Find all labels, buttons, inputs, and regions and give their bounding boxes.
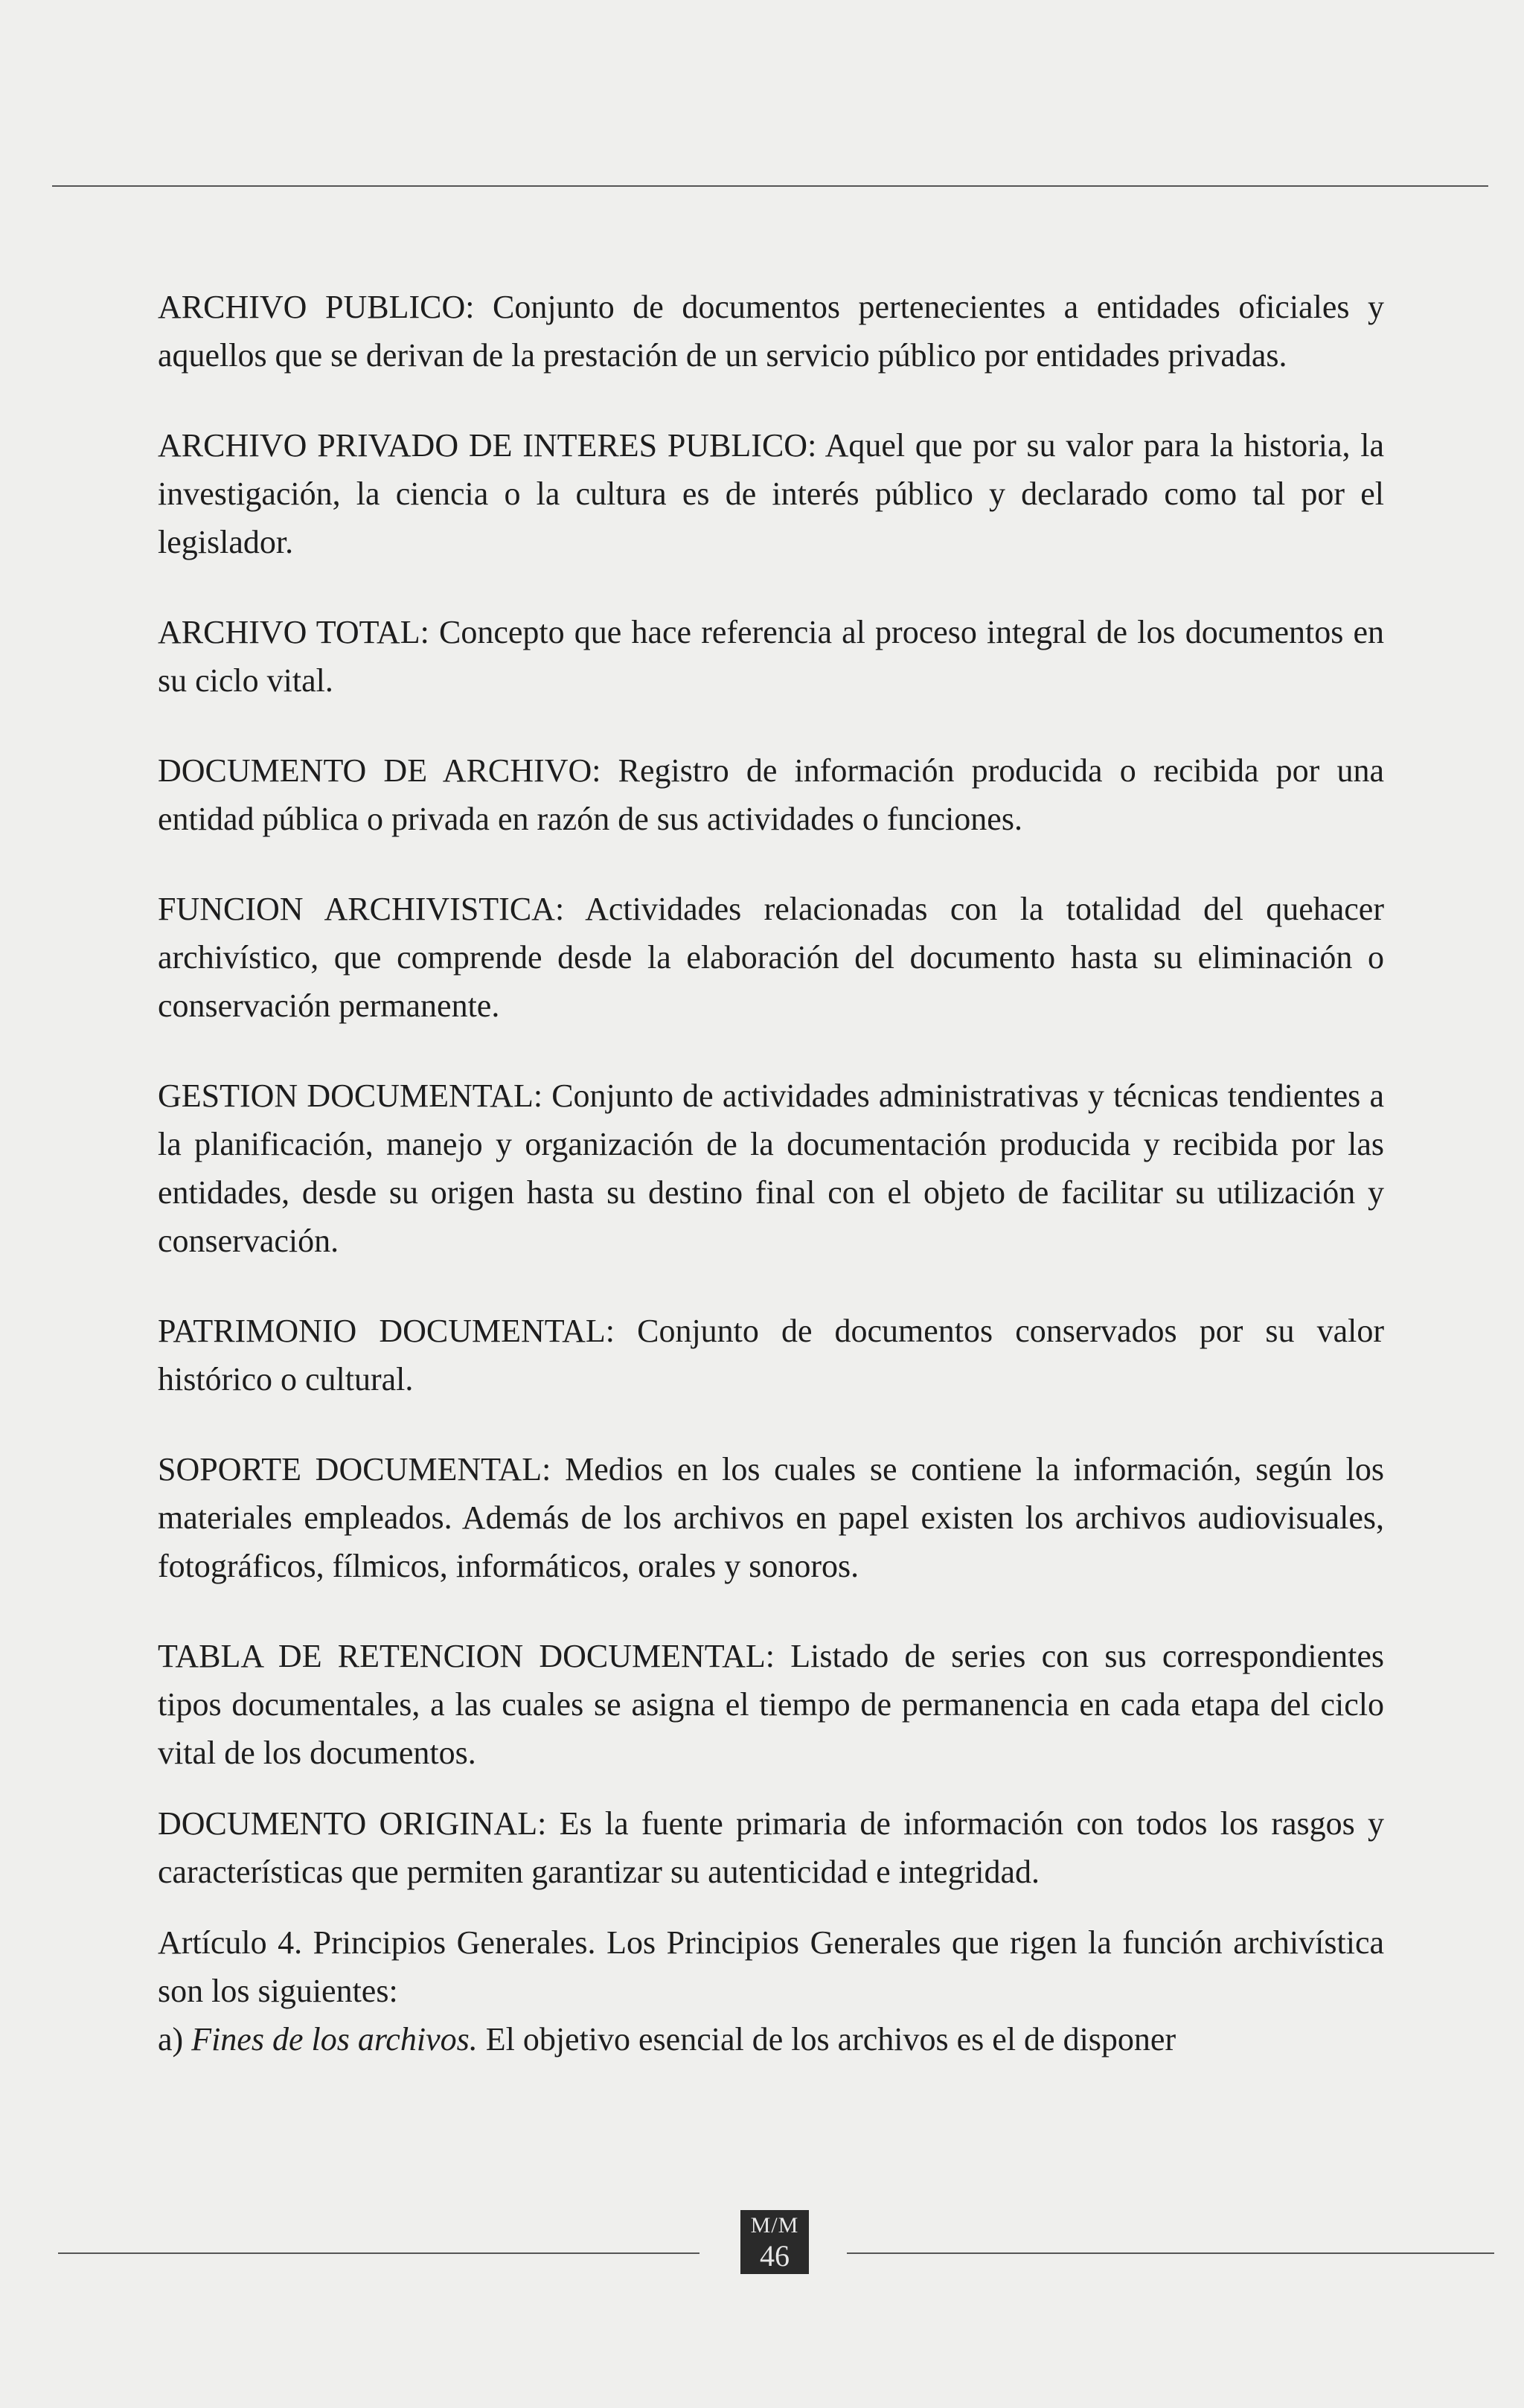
badge-label: M/M [750, 2213, 799, 2238]
definition-term: SOPORTE DOCUMENTAL: [158, 1451, 551, 1488]
definition-entry [158, 1307, 1384, 1403]
article-item [158, 2015, 1384, 2063]
definition-term: PATRIMONIO DOCUMENTAL: [158, 1313, 615, 1349]
article-heading: Artículo 4. Principios Generales. Los Principios Generales que rigen la función archivística son los siguientes: [158, 1924, 1384, 2009]
definition-term: DOCUMENTO ORIGINAL: [158, 1805, 547, 1842]
item-prefix: a) [158, 2021, 192, 2058]
definition-text: Medios en los cuales se contiene la información, según los materiales empleados. Además de los archivos en papel existen los archivos audiovisuales, fotográficos, fílmicos, informáticos, orales y sonoros. [158, 1451, 1384, 1584]
definition-entry [158, 1445, 1384, 1590]
top-rule [52, 185, 1488, 187]
definition-entry [158, 283, 1384, 380]
definition-entry [158, 1632, 1384, 1777]
definition-term: ARCHIVO PUBLICO: [158, 289, 475, 325]
definition-entry [158, 885, 1384, 1030]
definition-entry [158, 746, 1384, 843]
definition-entry [158, 1799, 1384, 1896]
footer-rule-left [58, 2252, 699, 2254]
definition-text: Actividades relacionadas con la totalidad del quehacer archivístico, que comprende desde la elaboración del documento hasta su eliminación o conservación permanente. [158, 891, 1384, 1024]
definition-text: Registro de información producida o recibida por una entidad pública o privada en razón de sus actividades o funciones. [158, 752, 1384, 837]
definition-term: ARCHIVO PRIVADO DE INTERES PUBLICO: [158, 427, 817, 464]
item-text: El objetivo esencial de los archivos es el de disponer [477, 2021, 1176, 2058]
definition-entry [158, 421, 1384, 566]
definition-term: TABLA DE RETENCION DOCUMENTAL: [158, 1638, 775, 1674]
definition-term: GESTION DOCUMENTAL: [158, 1077, 543, 1114]
definition-text: Aquel que por su valor para la historia, la investigación, la ciencia o la cultura es de interés público y declarado como tal por el legislador. [158, 427, 1384, 560]
definition-text: Es la fuente primaria de información con todos los rasgos y características que permiten garantizar su autenticidad e integridad. [158, 1805, 1384, 1890]
page-number-badge [740, 2210, 809, 2274]
article-4 [158, 1918, 1384, 2063]
definition-term: FUNCION ARCHIVISTICA: [158, 891, 565, 927]
definition-entry [158, 1072, 1384, 1265]
definition-term: DOCUMENTO DE ARCHIVO: [158, 752, 601, 789]
definition-entry [158, 608, 1384, 705]
definition-text: Concepto que hace referencia al proceso integral de los documentos en su ciclo vital. [158, 614, 1384, 699]
definition-text: Conjunto de documentos conservados por su valor histórico o cultural. [158, 1313, 1384, 1397]
definition-text: Conjunto de documentos pertenecientes a entidades oficiales y aquellos que se derivan de la prestación de un servicio público por entidades privadas. [158, 289, 1384, 374]
body-text [158, 283, 1384, 2063]
definition-text: Listado de series con sus correspondientes tipos documentales, a las cuales se asigna el tiempo de permanencia en cada etapa del ciclo vital de los documentos. [158, 1638, 1384, 1771]
page-number: 46 [760, 2239, 790, 2273]
definition-text: Conjunto de actividades administrativas y técnicas tendientes a la planificación, manejo y organización de la documentación producida y recibida por las entidades, desde su origen hasta su destino final con el objeto de facilitar su utilización y conservación. [158, 1077, 1384, 1259]
footer-rule-right [847, 2252, 1494, 2254]
definition-term: ARCHIVO TOTAL: [158, 614, 429, 650]
item-title: Fines de los archivos. [191, 2021, 478, 2058]
